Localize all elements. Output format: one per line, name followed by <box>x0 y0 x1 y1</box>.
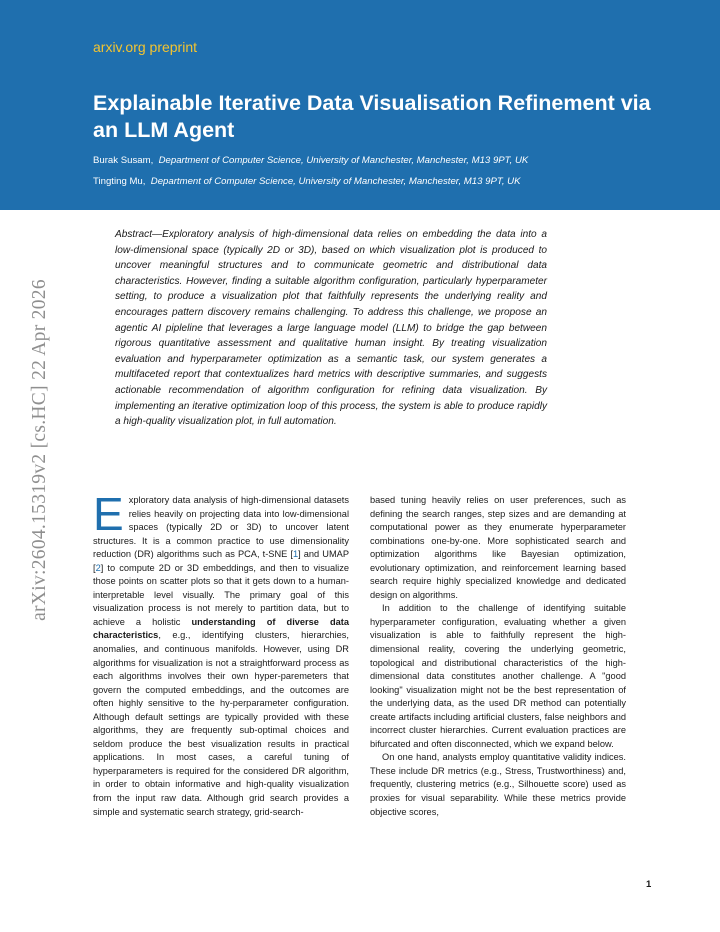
author-name: Burak Susam, <box>93 155 154 166</box>
text-run: , e.g., identifying clusters, hierarchies, anomalies, and continuous manifolds. However, using DR algorithms for visualization is not a straightforward process as each algorithms involves their own hyper-paremeters that govern the computed embeddings, and the outcomes are often highly sensitive to the hy-perparameter configuration. Although default settings are typically provided with these algorithms, they are frequently sub-optimal choices and seldom produce the best visualization results in practical applications. In most cases, a careful tuning of hyperparameters is required for the considered DR algorithm, in order to obtain informative and high-quality visualization from the input raw data. Although grid search provides a simple and systematic search strategy, grid-search- <box>93 630 349 817</box>
page-number: 1 <box>646 879 652 890</box>
arxiv-identifier: arXiv:2604.15319v2 [cs.HC] 22 Apr 2026 <box>29 279 50 621</box>
citation-link[interactable]: 2 <box>95 562 101 573</box>
author-name: Tingting Mu, <box>93 176 146 187</box>
body-paragraph: based tuning heavily relies on user preferences, such as defining the search ranges, step sizes and are demanding at computational power as they enumerate hyperparameter combinations one-by-one. More sophisticated search and optimization algorithms like Bayesian optimization, evolutionary optimization, and reinforcement learning based search require highly specialized knowledge and dedicated design on algorithms. <box>370 495 626 600</box>
emphasis-text: understanding of diverse data characteristics <box>93 616 350 641</box>
header-banner <box>0 0 720 210</box>
text-run: ] to compute 2D or 3D embeddings, and then to visualize those points on scatter plots so that it gets down to a human-interpretable level visually. The primary goal of this visualization process is not merely to partition data, but to achieve a holistic <box>93 562 349 627</box>
author-affiliation: Department of Computer Science, University of Manchester, Manchester, M13 9PT, UK <box>150 176 521 187</box>
drop-cap: E <box>93 488 124 540</box>
intro-paragraph <box>93 488 350 819</box>
body-column-right <box>370 494 626 819</box>
body-paragraph: In addition to the challenge of identifying suitable hyperparameter configuration, evaluating whether a given visualization is able to faithfully represent the high-dimensional reality, covering the underlying geometric, topological and distributional characteristics of the high-dimensional data constitutes another challenge. A "good looking" visualization might not be the best representation of the underlying data, as the used DR method can potentially create artifacts including artificial clusters, false neighbors and incorrect cluster hierarchies. Current evaluation practices are bifurcated and often disconnected, which we expand below. <box>370 603 626 749</box>
author-line <box>93 155 528 166</box>
text-run: ] and UMAP [ <box>93 549 349 573</box>
author-affiliation: Department of Computer Science, University of Manchester, Manchester, M13 9PT, UK <box>158 155 529 166</box>
paper-title: Explainable Iterative Data Visualisation Refinement via an LLM Agent <box>93 91 651 142</box>
text-run: xploratory data analysis of high-dimensional datasets relies heavily on projecting data into low-dimensional spaces (typically 2D or 3D) to uncover latent structures. It is a common practice to use dimensionality reduction (DR) algorithms such as PCA, t-SNE [ <box>93 495 349 560</box>
citation-link[interactable]: 1 <box>292 549 299 560</box>
body-column-left <box>93 488 350 819</box>
author-line <box>93 176 520 187</box>
body-paragraph: On one hand, analysts employ quantitative validity indices. These include DR metrics (e.g., Stress, Trustworthiness) and, frequently, clustering metrics (e.g., Silhouette score) used as proxies for visual separability. While these metrics provide objective scores, <box>370 752 626 817</box>
preprint-label[interactable]: arxiv.org preprint <box>93 39 198 55</box>
abstract: Abstract—Exploratory analysis of high-dimensional data relies on embedding the data into a low-dimensional space (typically 2D or 3D), based on which visualization plot is produced to uncover meaningful structures and to communicate geometric and distributional data characteristics. However, finding a suitable algorithm configuration, particularly hyperparameter setting, to produce a visualization plot that faithfully represents the underlying reality and encourages pattern discovery remains challenging. To address this challenge, we propose an agentic AI pipleline that leverages a large language model (LLM) to bridge the gap between rigorous quantitative assessment and qualitative human insight. By treating visualization evaluation and hyperparameter optimization as a semantic task, our system generates a multifaceted report that contextualizes hard metrics with descriptive summaries, and suggests actionable recommendation of algorithm configuration for refining data visualization. By implementing an iterative optimization loop of this process, the system is able to produce rapidly a high-quality visualization plot, in full automation. <box>115 229 547 428</box>
